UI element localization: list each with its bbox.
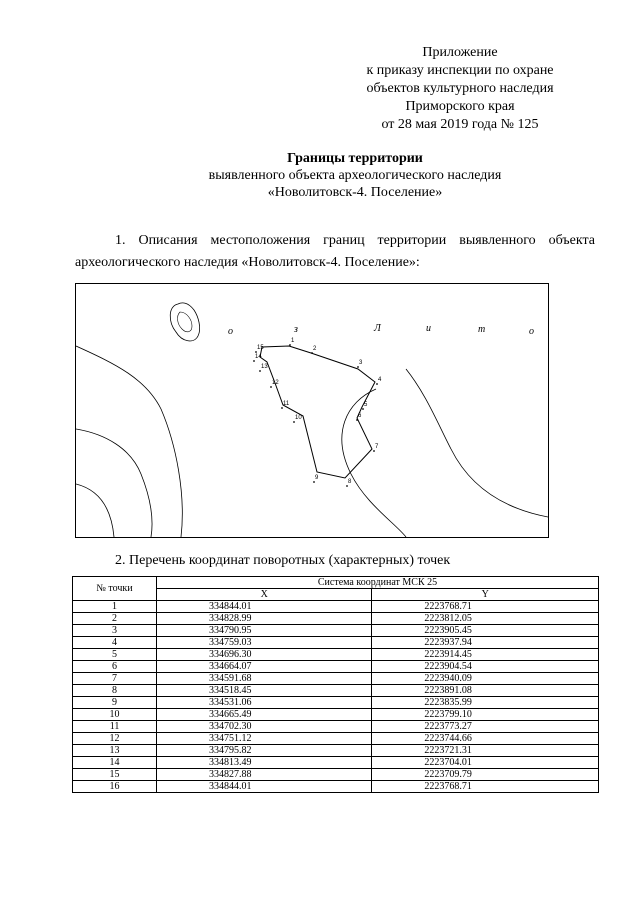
- boundary-point-marker: [289, 344, 291, 346]
- y-cell: 2223709.79: [372, 769, 599, 781]
- point-number-cell: 15: [73, 769, 157, 781]
- annex-header: [330, 44, 590, 134]
- boundary-point-label: 13: [261, 364, 268, 370]
- table-row: [73, 781, 599, 793]
- point-number-cell: 4: [73, 637, 157, 649]
- boundary-point-label: 8: [348, 479, 352, 485]
- boundary-point-marker: [281, 407, 283, 409]
- point-number-cell: 1: [73, 601, 157, 613]
- y-cell: 2223891.08: [372, 685, 599, 697]
- x-cell: 334518.45: [157, 685, 372, 697]
- boundary-point-marker: [313, 481, 315, 483]
- boundary-point-marker: [376, 383, 378, 385]
- col-y: Y: [372, 589, 599, 601]
- x-cell: 334751.12: [157, 733, 372, 745]
- y-cell: 2223835.99: [372, 697, 599, 709]
- table-row: [73, 709, 599, 721]
- boundary-point-label: 6: [358, 413, 362, 419]
- x-cell: 334696.30: [157, 649, 372, 661]
- col-x: X: [157, 589, 372, 601]
- map-sea-letter: и: [426, 323, 431, 334]
- y-cell: 2223744.66: [372, 733, 599, 745]
- boundary-point-label: 15: [257, 345, 264, 351]
- point-number-cell: 14: [73, 757, 157, 769]
- map-lake-inner: [178, 312, 192, 332]
- map-contour-left-outer: [76, 346, 182, 537]
- map-sea-letter: з: [294, 324, 298, 335]
- map-sea-letter: Л: [374, 323, 381, 334]
- x-cell: 334813.49: [157, 757, 372, 769]
- x-cell: 334795.82: [157, 745, 372, 757]
- boundary-point-label: 12: [272, 380, 279, 386]
- x-cell: 334828.99: [157, 613, 372, 625]
- boundary-point-marker: [346, 485, 348, 487]
- col-point-number: № точки: [73, 577, 157, 601]
- map-sea-letter: о: [228, 326, 233, 337]
- map-sea-letter: о: [529, 326, 534, 337]
- table-row: [73, 649, 599, 661]
- territory-boundary: [260, 346, 375, 478]
- annex-line-2: к приказу инспекции по охране: [366, 63, 554, 78]
- point-number-cell: 7: [73, 673, 157, 685]
- boundary-point-label: 7: [375, 444, 379, 450]
- annex-line-4: Приморского края: [405, 99, 515, 114]
- boundary-point-marker: [362, 408, 364, 410]
- x-cell: 334665.49: [157, 709, 372, 721]
- boundary-point-label: 3: [359, 360, 363, 366]
- boundary-point-marker: [270, 386, 272, 388]
- title-line-2: выявленного объекта археологического наследия: [208, 168, 502, 183]
- boundary-point-marker: [293, 421, 295, 423]
- table-row: [73, 613, 599, 625]
- map-lake: [170, 303, 199, 341]
- boundary-point-label: 2: [313, 346, 317, 352]
- section-1-text: 1. Описания местоположения границ территории выявленного объекта археологического наследия «Новолитовск-4. Поселение»:: [75, 233, 595, 270]
- boundary-point-label: 10: [295, 415, 302, 421]
- x-cell: 334844.01: [157, 781, 372, 793]
- point-number-cell: 6: [73, 661, 157, 673]
- boundary-point-label: 9: [315, 475, 319, 481]
- col-coord-system: Система координат МСК 25: [157, 577, 599, 589]
- x-cell: 334664.07: [157, 661, 372, 673]
- table-row: [73, 769, 599, 781]
- boundary-point-marker: [357, 366, 359, 368]
- y-cell: 2223812.05: [372, 613, 599, 625]
- boundary-point-marker: [255, 351, 257, 353]
- boundary-point-label: 5: [364, 402, 368, 408]
- y-cell: 2223773.27: [372, 721, 599, 733]
- boundary-point-label: 1: [291, 338, 295, 344]
- map-drawing: [76, 284, 548, 537]
- x-cell: 334790.95: [157, 625, 372, 637]
- boundary-map: [75, 283, 549, 538]
- boundary-point-label: 11: [283, 401, 290, 407]
- point-number-cell: 10: [73, 709, 157, 721]
- y-cell: 2223704.01: [372, 757, 599, 769]
- y-cell: 2223768.71: [372, 781, 599, 793]
- table-row: [73, 661, 599, 673]
- y-cell: 2223799.10: [372, 709, 599, 721]
- x-cell: 334844.01: [157, 601, 372, 613]
- coordinates-table: [72, 576, 599, 793]
- title-line-3: «Новолитовск-4. Поселение»: [267, 185, 443, 200]
- boundary-point-marker: [259, 370, 261, 372]
- point-number-cell: 11: [73, 721, 157, 733]
- table-row: [73, 697, 599, 709]
- x-cell: 334759.03: [157, 637, 372, 649]
- y-cell: 2223914.45: [372, 649, 599, 661]
- boundary-point-marker: [253, 360, 255, 362]
- boundary-point-label: 14: [255, 354, 262, 360]
- map-contour-right: [406, 369, 548, 517]
- x-cell: 334702.30: [157, 721, 372, 733]
- y-cell: 2223721.31: [372, 745, 599, 757]
- point-number-cell: 9: [73, 697, 157, 709]
- point-number-cell: 13: [73, 745, 157, 757]
- table-row: [73, 625, 599, 637]
- section-2-heading: 2. Перечень координат поворотных (характерных) точек: [115, 553, 451, 568]
- point-number-cell: 12: [73, 733, 157, 745]
- annex-line-5: от 28 мая 2019 года № 125: [381, 117, 539, 132]
- point-number-cell: 3: [73, 625, 157, 637]
- y-cell: 2223904.54: [372, 661, 599, 673]
- y-cell: 2223940.09: [372, 673, 599, 685]
- table-row: [73, 733, 599, 745]
- table-row: [73, 721, 599, 733]
- boundary-point-marker: [311, 352, 313, 354]
- boundary-point-marker: [373, 450, 375, 452]
- document-title: [100, 150, 610, 201]
- x-cell: 334591.68: [157, 673, 372, 685]
- x-cell: 334531.06: [157, 697, 372, 709]
- map-contour-left-middle: [76, 429, 152, 537]
- y-cell: 2223937.94: [372, 637, 599, 649]
- table-row: [73, 673, 599, 685]
- y-cell: 2223905.45: [372, 625, 599, 637]
- table-row: [73, 601, 599, 613]
- map-contour-left-inner: [76, 484, 114, 537]
- boundary-point-marker: [356, 419, 358, 421]
- y-cell: 2223768.71: [372, 601, 599, 613]
- annex-line-1: Приложение: [422, 45, 498, 60]
- table-row: [73, 685, 599, 697]
- point-number-cell: 2: [73, 613, 157, 625]
- point-number-cell: 8: [73, 685, 157, 697]
- table-row: [73, 745, 599, 757]
- boundary-point-label: 4: [378, 377, 382, 383]
- title-main: Границы территории: [287, 151, 423, 166]
- x-cell: 334827.88: [157, 769, 372, 781]
- annex-line-3: объектов культурного наследия: [366, 81, 554, 96]
- table-row: [73, 757, 599, 769]
- point-number-cell: 5: [73, 649, 157, 661]
- table-row: [73, 637, 599, 649]
- map-sea-letter: т: [478, 324, 486, 335]
- point-number-cell: 16: [73, 781, 157, 793]
- map-contour-center-right: [342, 389, 406, 537]
